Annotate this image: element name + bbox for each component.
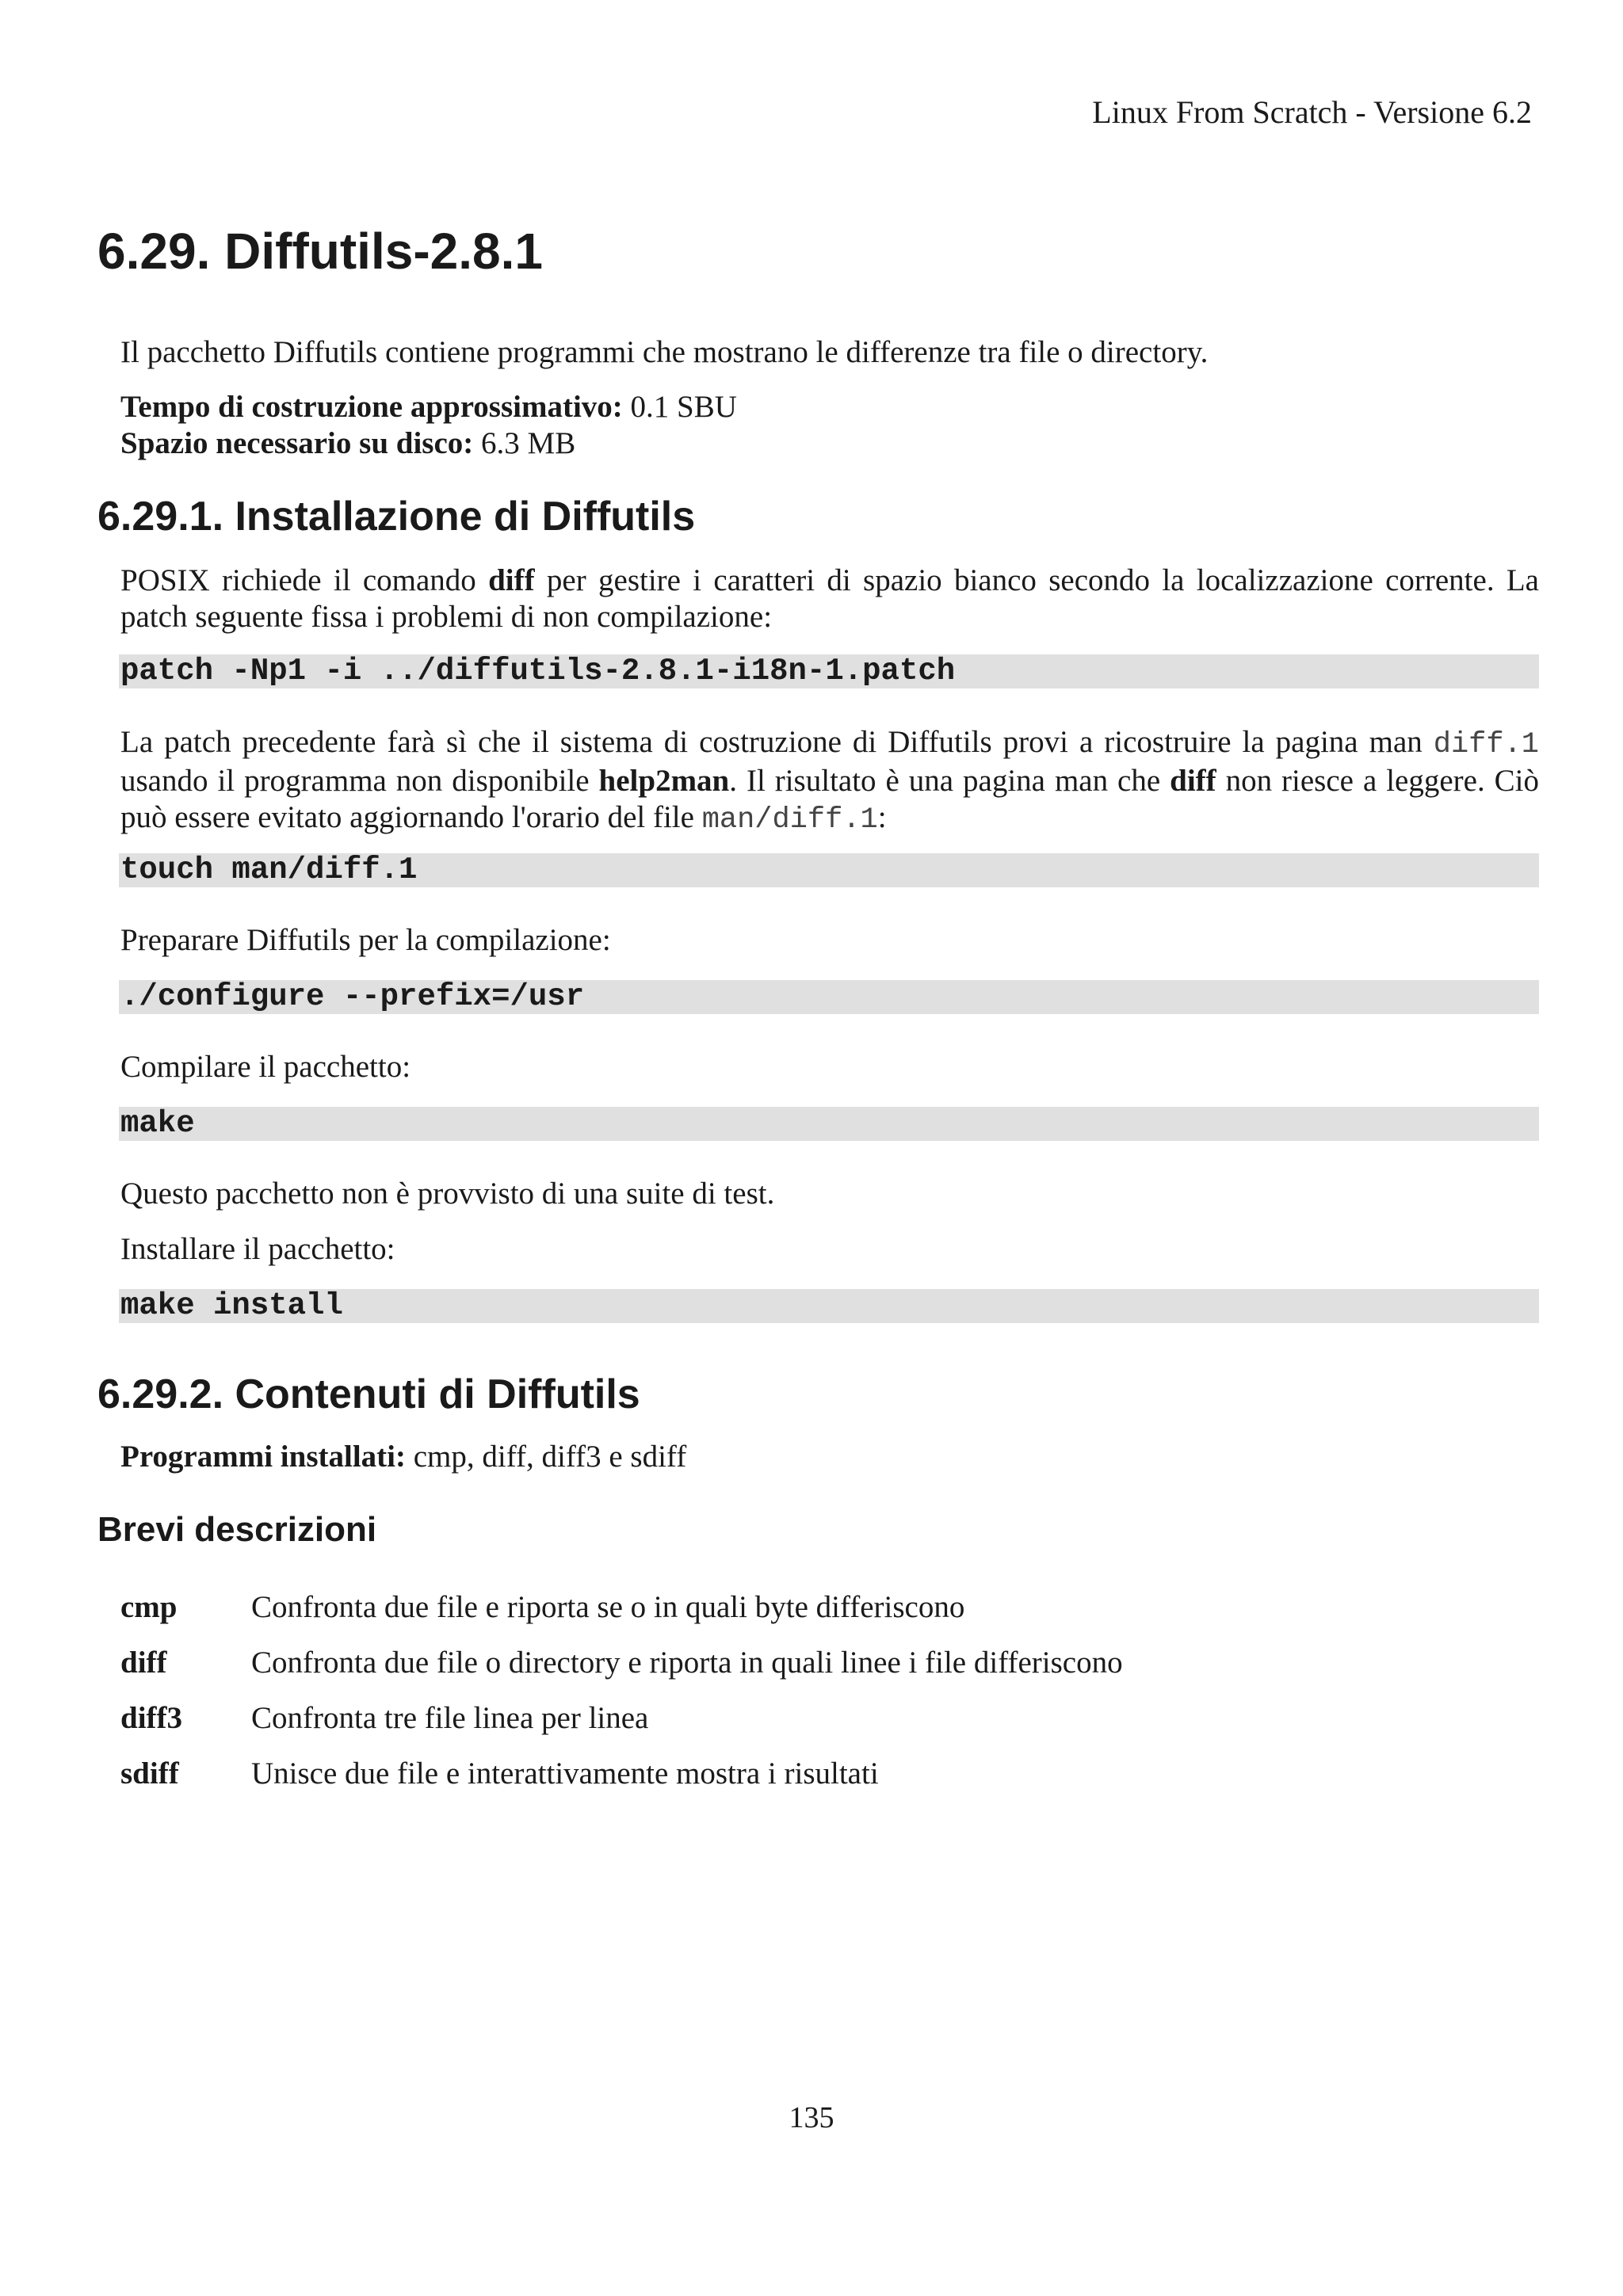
code-block-touch: touch man/diff.1 xyxy=(119,853,1539,887)
install-paragraph-6: Installare il pacchetto: xyxy=(120,1232,395,1266)
text-run: non riesce a leggere. Ciò può essere evitato aggiornando l'orario del file xyxy=(120,764,1540,834)
code-block-configure: ./configure --prefix=/usr xyxy=(119,980,1539,1014)
filename: diff.1 xyxy=(1433,728,1539,761)
disk-space-label: Spazio necessario su disco: xyxy=(120,426,474,460)
text-run: per gestire i caratteri di spazio bianco secondo la localizzazione corrente. La patch seguente fissa i problemi di non compilazione: xyxy=(120,563,1539,634)
intro-paragraph: Il pacchetto Diffutils contiene programmi che mostrano le differenze tra file o directory. xyxy=(120,335,1209,369)
command-name: diff xyxy=(1170,764,1216,798)
definition-description: Unisce due file e interattivamente mostra i risultati xyxy=(251,1756,879,1791)
definition-description: Confronta tre file linea per linea xyxy=(251,1701,649,1735)
definition-description: Confronta due file e riporta se o in quali byte differiscono xyxy=(251,1590,965,1624)
running-header: Linux From Scratch - Versione 6.2 xyxy=(1092,94,1532,130)
build-time-value: 0.1 SBU xyxy=(630,390,737,424)
command-name: diff xyxy=(488,563,535,597)
program-name: help2man xyxy=(598,764,730,798)
descriptions-heading: Brevi descrizioni xyxy=(97,1510,377,1549)
section-title: 6.29. Diffutils-2.8.1 xyxy=(97,223,543,280)
text-run: . Il risultato è una pagina man che xyxy=(729,764,1170,798)
text-run: : xyxy=(877,800,887,834)
text-run: POSIX richiede il comando xyxy=(120,563,489,597)
code-block-patch: patch -Np1 -i ../diffutils-2.8.1-i18n-1.patch xyxy=(119,654,1539,688)
code-block-make: make xyxy=(119,1107,1539,1141)
install-paragraph-2 xyxy=(120,724,1539,838)
definition-term: cmp xyxy=(120,1590,178,1624)
install-paragraph-1 xyxy=(120,563,1539,635)
build-time-line xyxy=(120,389,1539,425)
text-run: usando il programma non disponibile xyxy=(120,764,599,798)
install-paragraph-4: Compilare il pacchetto: xyxy=(120,1050,411,1084)
installed-programs-value: cmp, diff, diff3 e sdiff xyxy=(413,1440,687,1474)
code-block-install: make install xyxy=(119,1289,1539,1323)
page-number: 135 xyxy=(789,2101,834,2134)
install-paragraph-3: Preparare Diffutils per la compilazione: xyxy=(120,923,611,957)
disk-space-value: 6.3 MB xyxy=(481,426,576,460)
definition-description: Confronta due file o directory e riporta in quali linee i file differiscono xyxy=(251,1646,1123,1680)
install-heading: 6.29.1. Installazione di Diffutils xyxy=(97,494,696,540)
installed-programs-label: Programmi installati: xyxy=(120,1440,406,1474)
text-run: La patch precedente farà sì che il sistema di costruzione di Diffutils provi a ricostruire la pagina man xyxy=(120,725,1434,759)
definition-term: sdiff xyxy=(120,1756,179,1791)
disk-space-line xyxy=(120,425,1539,462)
contents-heading: 6.29.2. Contenuti di Diffutils xyxy=(97,1371,640,1417)
filename: man/diff.1 xyxy=(701,803,878,837)
installed-programs-line xyxy=(120,1439,1539,1475)
install-paragraph-5: Questo pacchetto non è provvisto di una suite di test. xyxy=(120,1177,775,1211)
build-time-label: Tempo di costruzione approssimativo: xyxy=(120,390,623,424)
definition-term: diff3 xyxy=(120,1701,182,1735)
definition-term: diff xyxy=(120,1646,167,1680)
